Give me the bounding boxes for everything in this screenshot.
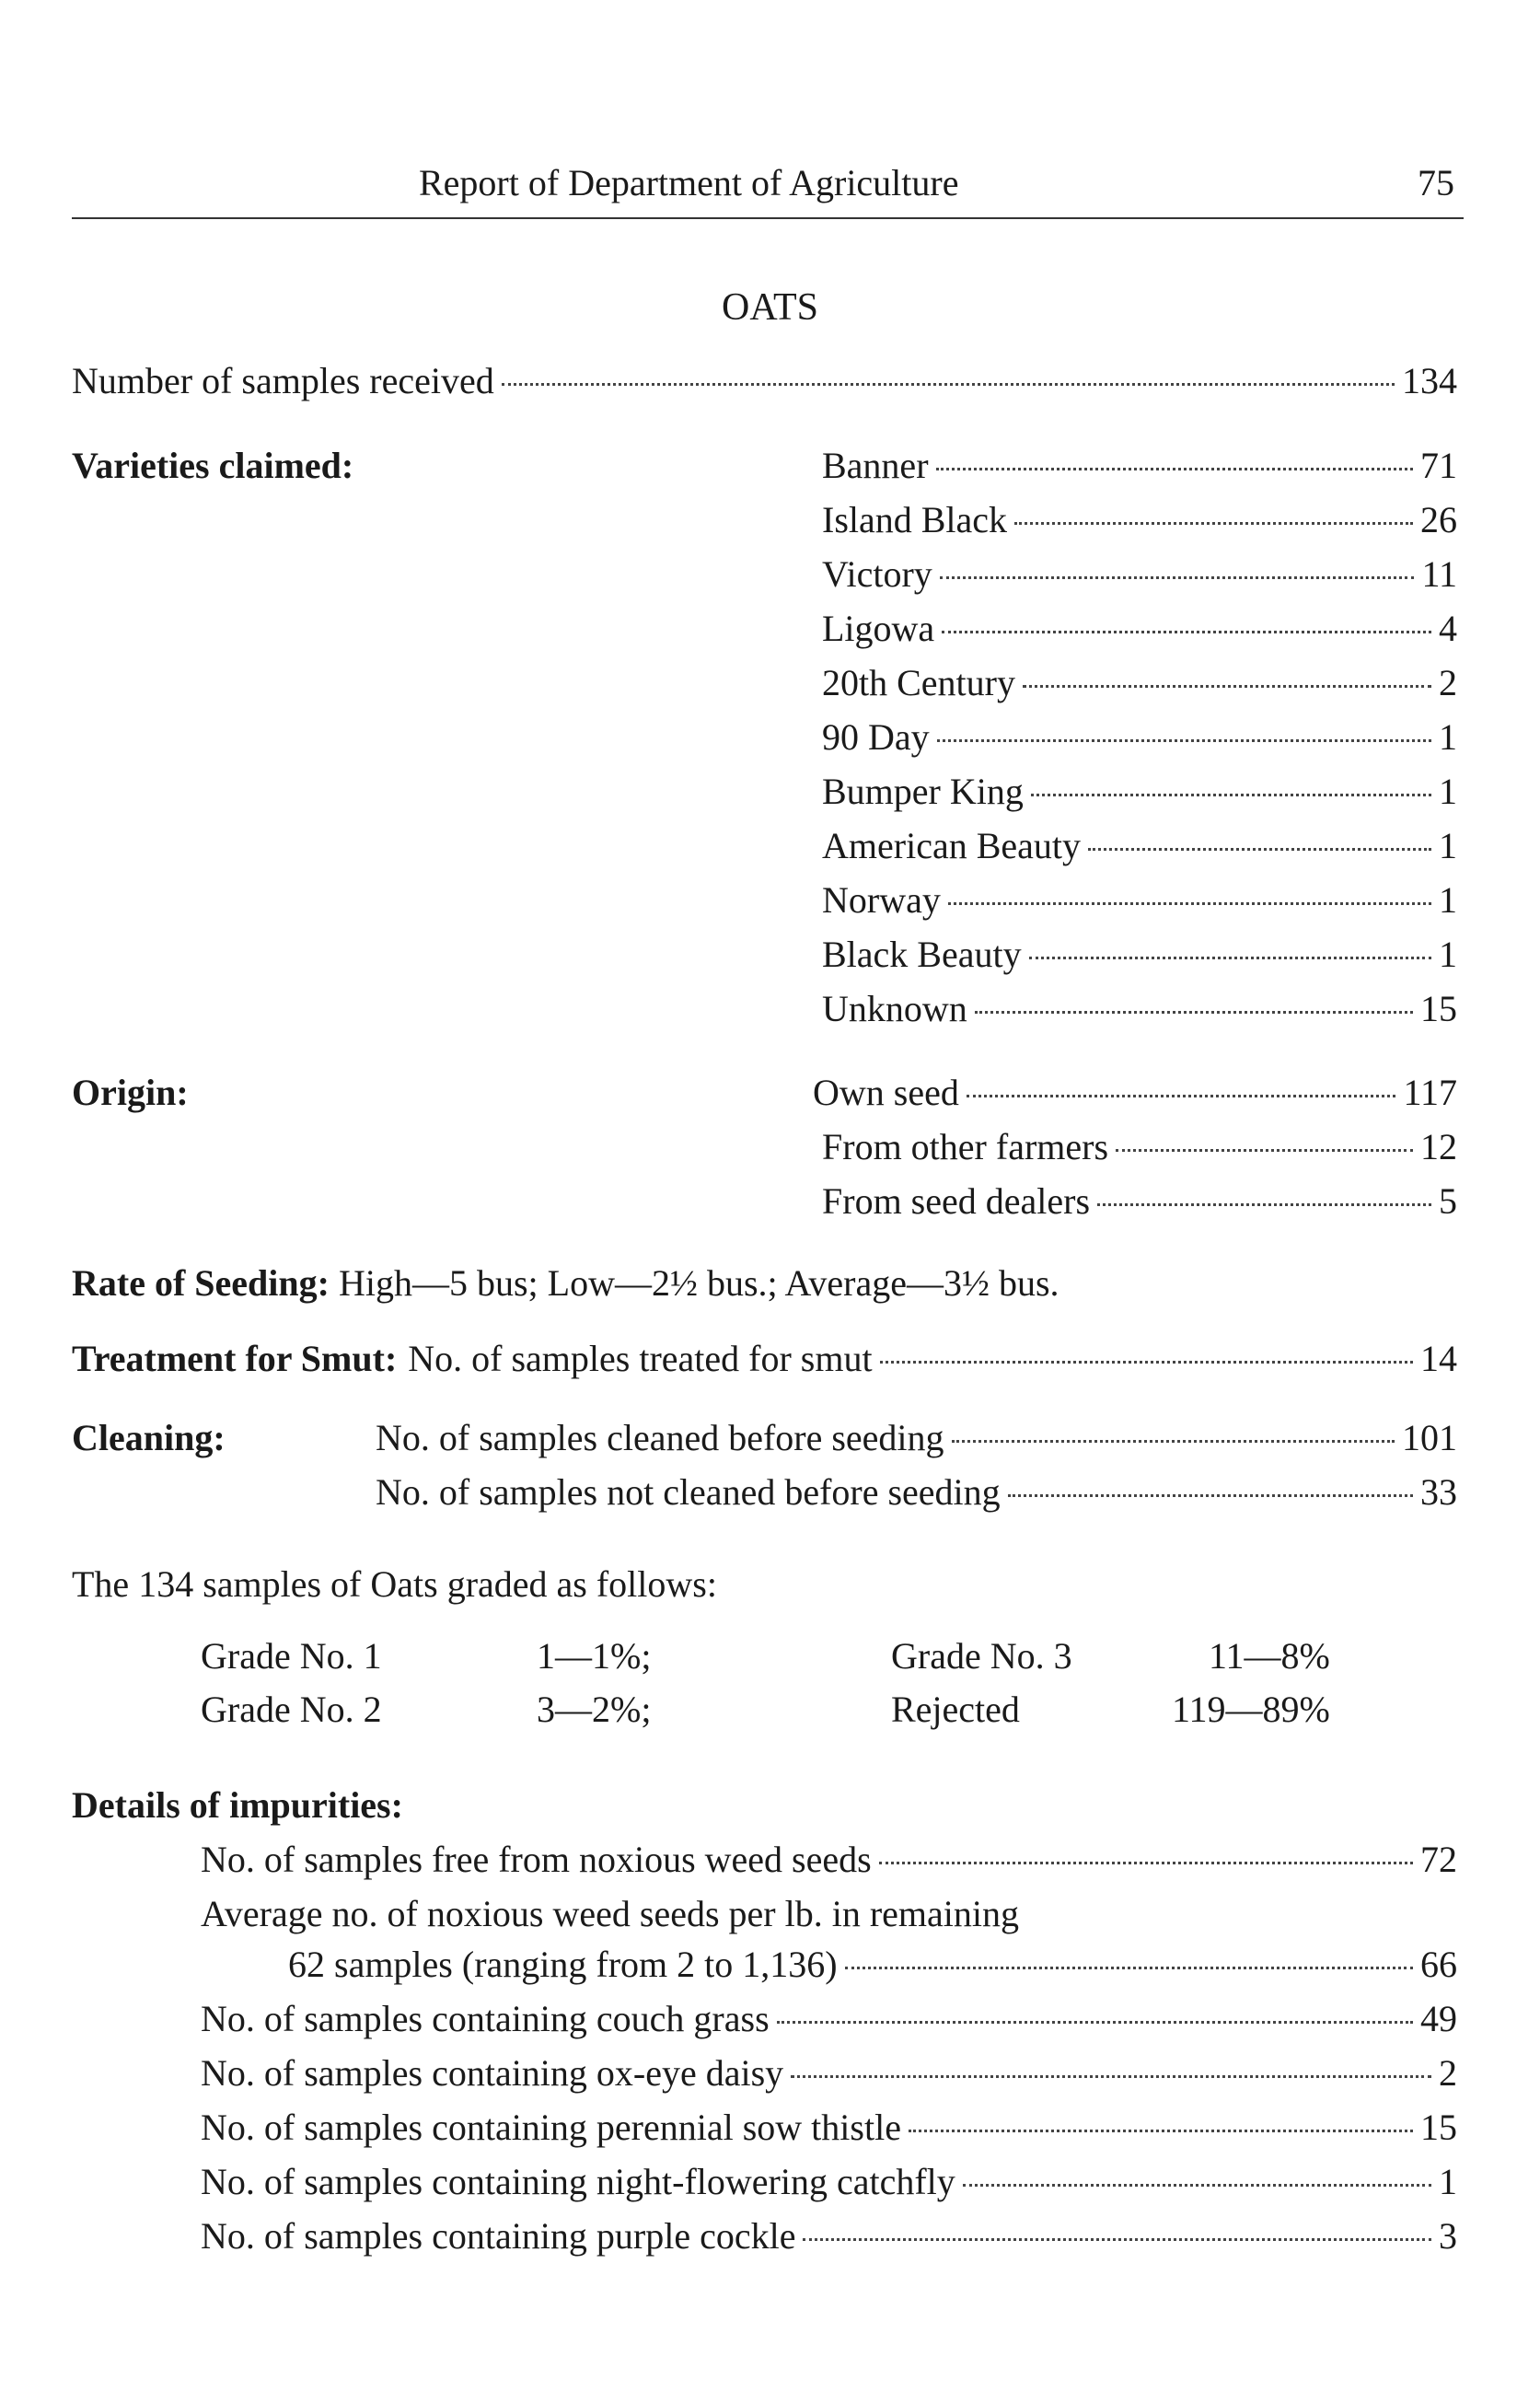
variety-name: Ligowa [822,608,935,649]
variety-name: Unknown [822,988,967,1029]
impurity-row [201,1997,1457,2041]
dot-leader [1023,685,1431,688]
variety-name: Bumper King [822,771,1024,812]
dot-leader [803,2238,1431,2241]
impurity-text: No. of samples containing couch grass [201,1998,770,2039]
grade-line [201,1634,1397,1688]
variety-row [822,444,1457,488]
variety-count: 1 [1439,934,1457,975]
variety-name: 90 Day [822,716,930,758]
variety-name: Black Beauty [822,934,1022,975]
grade-name: Grade No. 2 [201,1689,382,1730]
grading-intro: The 134 samples of Oats graded as follows: [72,1563,717,1605]
variety-count: 1 [1439,716,1457,758]
impurity-average-line2: 62 samples (ranging from 2 to 1,136) [288,1944,838,1985]
dot-leader [909,2130,1413,2132]
impurity-value: 3 [1439,2215,1457,2257]
cleaning-label: Cleaning: [72,1417,226,1458]
dot-leader [942,631,1431,633]
variety-name: 20th Century [822,662,1015,703]
origin-row [813,1071,1457,1115]
impurity-row [201,2106,1457,2150]
origin-name: Own seed [813,1072,959,1113]
variety-row [822,498,1457,542]
header-rule [72,217,1464,219]
variety-row [822,878,1457,923]
samples-received-row [72,359,1457,403]
origin-row [822,1179,1457,1224]
impurity-value: 72 [1420,1839,1457,1880]
impurity-row [201,2160,1457,2204]
origin-count: 5 [1439,1180,1457,1222]
dot-leader [1031,794,1431,796]
dot-leader [1008,1494,1413,1497]
dot-leader [940,576,1415,579]
impurity-text: No. of samples containing ox-eye daisy [201,2052,784,2094]
dot-leader [948,902,1431,905]
dot-leader [1097,1203,1431,1206]
variety-count: 1 [1439,825,1457,866]
impurity-value: 66 [1420,1944,1457,1985]
variety-name: Norway [822,879,941,921]
grade-line [201,1688,1397,1741]
dot-leader [936,468,1413,470]
variety-row [822,933,1457,977]
not-cleaned-text: No. of samples not cleaned before seeding [376,1471,1001,1513]
variety-name: Victory [822,553,932,595]
cleaned-text: No. of samples cleaned before seeding [376,1417,944,1458]
section-title: OATS [721,286,819,329]
dot-leader [1014,522,1413,525]
dot-leader [967,1095,1396,1097]
seeding-average-value: —3½ bus. [906,1262,1059,1304]
page-number: 75 [1418,162,1454,203]
impurity-average-line1: Average no. of noxious weed seeds per lb. in remaining [201,1893,1020,1934]
impurity-value: 15 [1420,2107,1457,2148]
variety-count: 4 [1439,608,1457,649]
origin-count: 12 [1420,1126,1457,1167]
smut-text: No. of samples treated for smut [408,1338,873,1379]
variety-row [822,552,1457,597]
variety-name: American Beauty [822,825,1081,866]
variety-row [822,770,1457,814]
seeding-low: Low—2½ bus.; [547,1262,778,1304]
cleaning-row [376,1416,1457,1460]
impurity-value: 2 [1439,2052,1457,2094]
origin-name: From other farmers [822,1126,1109,1167]
variety-count: 71 [1420,445,1457,486]
grades-table [201,1634,1397,1741]
variety-count: 1 [1439,879,1457,921]
variety-row [822,607,1457,651]
dot-leader [963,2184,1431,2187]
dot-leader [952,1440,1395,1443]
dot-leader [502,383,1395,386]
dot-leader [1116,1149,1413,1152]
dot-leader [879,1862,1413,1864]
variety-row [822,715,1457,760]
dot-leader [975,1011,1413,1014]
impurity-text: No. of samples free from noxious weed seeds [201,1839,872,1880]
impurity-row [288,1943,1457,1987]
seeding-high: High—5 bus; [338,1262,538,1304]
impurity-row [201,2051,1457,2095]
varieties-label: Varieties claimed: [72,445,354,486]
grade-name: Grade No. 3 [891,1635,1072,1677]
grade-value: 11—8% [1209,1635,1330,1677]
impurity-row [201,2214,1457,2258]
cleaning-row [376,1470,1457,1515]
dot-leader [777,2021,1413,2024]
grade-value: 1—1%; [537,1635,652,1677]
impurity-text: No. of samples containing perennial sow thistle [201,2107,901,2148]
grade-name: Rejected [891,1689,1020,1730]
not-cleaned-value: 33 [1420,1471,1457,1513]
impurity-value: 1 [1439,2161,1457,2202]
cleaned-value: 101 [1402,1417,1457,1458]
dot-leader [1029,957,1431,959]
impurities-label: Details of impurities: [72,1784,403,1826]
variety-name: Island Black [822,499,1008,540]
impurity-text: No. of samples containing night-flowering catchfly [201,2161,955,2202]
grade-value: 119—89% [1172,1689,1330,1730]
variety-name: Banner [822,445,929,486]
dot-leader [937,739,1431,742]
dot-leader [1088,848,1431,851]
variety-row [822,661,1457,705]
smut-value: 14 [1420,1338,1457,1379]
origin-label: Origin: [72,1072,189,1113]
page-header-title: Report of Department of Agriculture [419,162,959,203]
variety-count: 26 [1420,499,1457,540]
origin-name: From seed dealers [822,1180,1091,1222]
variety-row [822,987,1457,1031]
variety-count: 11 [1421,553,1457,595]
grade-value: 3—2%; [537,1689,652,1730]
smut-label: Treatment for Smut: [72,1338,398,1379]
impurity-text: No. of samples containing purple cockle [201,2215,796,2257]
samples-received-label: Number of samples received [72,360,494,401]
variety-row [822,824,1457,868]
smut-row [72,1337,1457,1381]
seeding-line [72,1261,1059,1306]
dot-leader [880,1361,1413,1364]
dot-leader [845,1967,1413,1969]
dot-leader [791,2075,1431,2078]
seeding-label: Rate of Seeding: [72,1262,330,1304]
impurity-row [201,1838,1457,1882]
origin-row [822,1125,1457,1169]
impurity-value: 49 [1420,1998,1457,2039]
variety-count: 15 [1420,988,1457,1029]
grade-name: Grade No. 1 [201,1635,382,1677]
origin-count: 117 [1403,1072,1457,1113]
variety-count: 2 [1439,662,1457,703]
seeding-average-label: Average [784,1262,907,1304]
samples-received-value: 134 [1402,360,1457,401]
variety-count: 1 [1439,771,1457,812]
